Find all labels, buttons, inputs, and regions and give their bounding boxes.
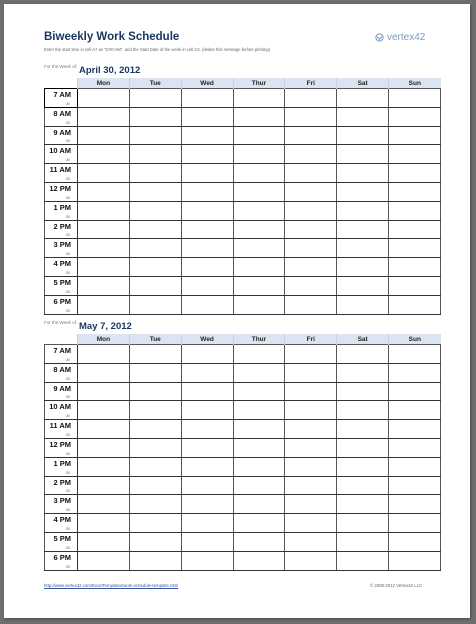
half-hour-label: :30 xyxy=(65,508,70,513)
schedule-cell[interactable] xyxy=(78,182,130,201)
schedule-cell[interactable] xyxy=(337,495,389,514)
hour-label: 2 PM xyxy=(53,477,71,487)
half-hour-label: :30 xyxy=(65,308,70,313)
schedule-cell[interactable] xyxy=(181,382,233,401)
schedule-cell[interactable] xyxy=(78,201,130,220)
time-cell[interactable] xyxy=(45,89,78,108)
schedule-cell[interactable] xyxy=(233,363,285,382)
hour-row xyxy=(45,276,441,295)
schedule-cell[interactable] xyxy=(233,107,285,126)
schedule-cell[interactable] xyxy=(337,220,389,239)
hour-label: 4 PM xyxy=(53,515,71,525)
schedule-cell[interactable] xyxy=(233,345,285,364)
schedule-cell[interactable] xyxy=(78,420,130,439)
schedule-cell[interactable] xyxy=(337,363,389,382)
schedule-cell[interactable] xyxy=(389,514,441,533)
schedule-cell[interactable] xyxy=(78,514,130,533)
hour-label: 7 AM xyxy=(53,346,71,355)
schedule-cell[interactable] xyxy=(129,126,181,145)
half-hour-label: :30 xyxy=(65,101,70,106)
hour-row xyxy=(45,457,441,476)
schedule-cell[interactable] xyxy=(285,495,337,514)
time-cell[interactable] xyxy=(45,401,78,420)
half-hour-label: :30 xyxy=(65,432,70,437)
day-header: Tue xyxy=(129,78,181,89)
time-cell[interactable] xyxy=(45,239,78,258)
schedule-grid-week-1 xyxy=(44,78,441,315)
schedule-cell[interactable] xyxy=(389,239,441,258)
schedule-cell[interactable] xyxy=(337,89,389,108)
schedule-cell[interactable] xyxy=(337,420,389,439)
time-cell[interactable] xyxy=(45,126,78,145)
schedule-cell[interactable] xyxy=(78,89,130,108)
hour-row xyxy=(45,126,441,145)
schedule-cell[interactable] xyxy=(285,532,337,551)
hour-row xyxy=(45,495,441,514)
hour-label: 7 AM xyxy=(53,90,71,99)
time-cell[interactable] xyxy=(45,145,78,164)
schedule-cell[interactable] xyxy=(78,476,130,495)
schedule-cell[interactable] xyxy=(181,239,233,258)
hour-label: 10 AM xyxy=(49,146,71,156)
schedule-cell[interactable] xyxy=(389,258,441,277)
schedule-cell[interactable] xyxy=(181,201,233,220)
hour-row xyxy=(45,295,441,314)
schedule-cell[interactable] xyxy=(389,295,441,314)
schedule-cell[interactable] xyxy=(389,401,441,420)
hour-row xyxy=(45,107,441,126)
half-hour-label: :30 xyxy=(65,233,70,238)
hour-label: 2 PM xyxy=(53,221,71,231)
schedule-cell[interactable] xyxy=(129,239,181,258)
schedule-cell[interactable] xyxy=(78,401,130,420)
schedule-cell[interactable] xyxy=(389,201,441,220)
schedule-cell[interactable] xyxy=(233,401,285,420)
half-hour-label: :30 xyxy=(65,564,70,569)
schedule-cell[interactable] xyxy=(181,495,233,514)
schedule-cell[interactable] xyxy=(389,551,441,570)
time-cell[interactable] xyxy=(45,258,78,277)
schedule-cell[interactable] xyxy=(233,476,285,495)
hour-row xyxy=(45,363,441,382)
schedule-cell[interactable] xyxy=(181,420,233,439)
hour-row xyxy=(45,145,441,164)
day-header: Wed xyxy=(181,78,233,89)
day-header: Sat xyxy=(337,334,389,345)
half-hour-label: :30 xyxy=(65,158,70,163)
schedule-cell[interactable] xyxy=(233,551,285,570)
schedule-cell[interactable] xyxy=(181,514,233,533)
schedule-cell[interactable] xyxy=(181,295,233,314)
schedule-cell[interactable] xyxy=(285,201,337,220)
schedule-cell[interactable] xyxy=(181,551,233,570)
half-hour-label: :30 xyxy=(65,414,70,419)
schedule-cell[interactable] xyxy=(337,401,389,420)
hour-label: 12 PM xyxy=(49,439,71,449)
schedule-cell[interactable] xyxy=(389,126,441,145)
schedule-cell[interactable] xyxy=(285,438,337,457)
schedule-cell[interactable] xyxy=(337,201,389,220)
schedule-cell[interactable] xyxy=(285,220,337,239)
schedule-cell[interactable] xyxy=(233,220,285,239)
schedule-cell[interactable] xyxy=(78,239,130,258)
day-header: Fri xyxy=(285,78,337,89)
schedule-cell[interactable] xyxy=(337,295,389,314)
schedule-cell[interactable] xyxy=(285,145,337,164)
schedule-cell[interactable] xyxy=(389,145,441,164)
hour-label: 3 PM xyxy=(53,496,71,506)
half-hour-label: :30 xyxy=(65,252,70,257)
schedule-cell[interactable] xyxy=(233,495,285,514)
schedule-cell[interactable] xyxy=(337,457,389,476)
schedule-cell[interactable] xyxy=(129,295,181,314)
schedule-cell[interactable] xyxy=(389,420,441,439)
schedule-cell[interactable] xyxy=(181,107,233,126)
schedule-cell[interactable] xyxy=(78,126,130,145)
schedule-cell[interactable] xyxy=(337,345,389,364)
hour-label: 9 AM xyxy=(53,383,71,393)
schedule-cell[interactable] xyxy=(285,164,337,183)
schedule-cell[interactable] xyxy=(285,363,337,382)
hour-row xyxy=(45,258,441,277)
copyright-text: © 2008-2012 Vertex42 LLC xyxy=(370,583,423,588)
schedule-cell[interactable] xyxy=(337,476,389,495)
schedule-cell[interactable] xyxy=(78,495,130,514)
half-hour-label: :30 xyxy=(65,289,70,294)
hour-label: 6 PM xyxy=(53,552,71,562)
schedule-cell[interactable] xyxy=(78,220,130,239)
week-date-1: April 30, 2012 xyxy=(79,65,141,76)
hour-row xyxy=(45,239,441,258)
schedule-cell[interactable] xyxy=(129,457,181,476)
schedule-cell[interactable] xyxy=(285,345,337,364)
hour-label: 11 AM xyxy=(49,165,71,175)
week-date-2: May 7, 2012 xyxy=(79,321,132,332)
page-title: Biweekly Work Schedule xyxy=(44,31,180,43)
schedule-cell[interactable] xyxy=(337,164,389,183)
schedule-cell[interactable] xyxy=(78,438,130,457)
day-header: Sun xyxy=(389,78,441,89)
week-label-2: For the Week of: xyxy=(44,320,78,325)
hour-row xyxy=(45,164,441,183)
time-column-header xyxy=(45,78,78,89)
schedule-cell[interactable] xyxy=(285,551,337,570)
day-header: Sun xyxy=(389,334,441,345)
schedule-cell[interactable] xyxy=(389,363,441,382)
schedule-cell[interactable] xyxy=(129,363,181,382)
schedule-cell[interactable] xyxy=(181,276,233,295)
schedule-cell[interactable] xyxy=(389,457,441,476)
schedule-cell[interactable] xyxy=(389,345,441,364)
schedule-cell[interactable] xyxy=(78,532,130,551)
schedule-cell[interactable] xyxy=(181,401,233,420)
schedule-cell[interactable] xyxy=(78,382,130,401)
time-cell[interactable] xyxy=(45,495,78,514)
schedule-cell[interactable] xyxy=(181,457,233,476)
time-column-header xyxy=(45,334,78,345)
half-hour-label: :30 xyxy=(65,395,70,400)
hour-label: 8 AM xyxy=(53,364,71,374)
vertex-logo-icon xyxy=(375,33,384,42)
hour-row xyxy=(45,182,441,201)
time-cell[interactable] xyxy=(45,514,78,533)
time-cell[interactable] xyxy=(45,363,78,382)
time-cell[interactable] xyxy=(45,295,78,314)
schedule-cell[interactable] xyxy=(129,145,181,164)
time-cell[interactable] xyxy=(45,201,78,220)
half-hour-label: :30 xyxy=(65,470,70,475)
week-label-1: For the Week of: xyxy=(44,64,78,69)
schedule-cell[interactable] xyxy=(337,551,389,570)
time-cell[interactable] xyxy=(45,382,78,401)
schedule-cell[interactable] xyxy=(233,514,285,533)
schedule-cell[interactable] xyxy=(181,345,233,364)
hour-row xyxy=(45,401,441,420)
schedule-cell[interactable] xyxy=(285,126,337,145)
hour-row xyxy=(45,476,441,495)
schedule-cell[interactable] xyxy=(129,401,181,420)
schedule-cell[interactable] xyxy=(78,258,130,277)
hour-row xyxy=(45,438,441,457)
hour-label: 3 PM xyxy=(53,240,71,250)
hour-row xyxy=(45,345,441,364)
schedule-cell[interactable] xyxy=(337,258,389,277)
hour-row xyxy=(45,89,441,108)
vertex42-logo xyxy=(375,32,425,43)
schedule-cell[interactable] xyxy=(233,276,285,295)
schedule-cell[interactable] xyxy=(389,532,441,551)
day-header: Tue xyxy=(129,334,181,345)
half-hour-label: :30 xyxy=(65,451,70,456)
schedule-cell[interactable] xyxy=(233,438,285,457)
hour-label: 10 AM xyxy=(49,402,71,412)
schedule-grid-week-2 xyxy=(44,334,441,571)
schedule-cell[interactable] xyxy=(337,107,389,126)
time-cell[interactable] xyxy=(45,107,78,126)
time-cell[interactable] xyxy=(45,420,78,439)
half-hour-label: :30 xyxy=(65,270,70,275)
hour-label: 1 PM xyxy=(53,458,71,468)
half-hour-label: :30 xyxy=(65,357,70,362)
schedule-cell[interactable] xyxy=(129,345,181,364)
hour-row xyxy=(45,201,441,220)
schedule-cell[interactable] xyxy=(389,164,441,183)
hour-label: 9 AM xyxy=(53,127,71,137)
hour-label: 4 PM xyxy=(53,259,71,269)
day-header: Sat xyxy=(337,78,389,89)
schedule-cell[interactable] xyxy=(78,295,130,314)
schedule-cell[interactable] xyxy=(285,239,337,258)
schedule-cell[interactable] xyxy=(129,276,181,295)
schedule-cell[interactable] xyxy=(129,495,181,514)
schedule-cell[interactable] xyxy=(78,345,130,364)
half-hour-label: :30 xyxy=(65,176,70,181)
schedule-cell[interactable] xyxy=(285,107,337,126)
schedule-cell[interactable] xyxy=(285,401,337,420)
schedule-cell[interactable] xyxy=(78,164,130,183)
schedule-cell[interactable] xyxy=(181,220,233,239)
day-header: Mon xyxy=(78,78,130,89)
schedule-cell[interactable] xyxy=(129,532,181,551)
schedule-cell[interactable] xyxy=(181,363,233,382)
half-hour-label: :30 xyxy=(65,195,70,200)
schedule-cell[interactable] xyxy=(181,258,233,277)
schedule-cell[interactable] xyxy=(233,382,285,401)
schedule-cell[interactable] xyxy=(233,532,285,551)
time-cell[interactable] xyxy=(45,164,78,183)
schedule-cell[interactable] xyxy=(129,164,181,183)
schedule-cell[interactable] xyxy=(129,107,181,126)
hour-row xyxy=(45,551,441,570)
schedule-cell[interactable] xyxy=(285,295,337,314)
schedule-cell[interactable] xyxy=(78,145,130,164)
schedule-cell[interactable] xyxy=(181,532,233,551)
schedule-cell[interactable] xyxy=(285,182,337,201)
schedule-cell[interactable] xyxy=(285,382,337,401)
schedule-cell[interactable] xyxy=(129,420,181,439)
half-hour-label: :30 xyxy=(65,545,70,550)
half-hour-label: :30 xyxy=(65,526,70,531)
schedule-cell[interactable] xyxy=(233,145,285,164)
schedule-cell[interactable] xyxy=(181,164,233,183)
schedule-cell[interactable] xyxy=(389,382,441,401)
schedule-cell[interactable] xyxy=(78,363,130,382)
schedule-cell[interactable] xyxy=(337,532,389,551)
schedule-cell[interactable] xyxy=(181,182,233,201)
schedule-cell[interactable] xyxy=(285,476,337,495)
schedule-cell[interactable] xyxy=(129,220,181,239)
schedule-cell[interactable] xyxy=(285,89,337,108)
schedule-cell[interactable] xyxy=(389,438,441,457)
half-hour-label: :30 xyxy=(65,139,70,144)
time-cell[interactable] xyxy=(45,182,78,201)
hour-label: 8 AM xyxy=(53,108,71,118)
hour-row xyxy=(45,420,441,439)
day-header: Thur xyxy=(233,334,285,345)
schedule-cell[interactable] xyxy=(233,457,285,476)
schedule-cell[interactable] xyxy=(78,457,130,476)
schedule-cell[interactable] xyxy=(389,107,441,126)
hour-row xyxy=(45,382,441,401)
time-cell[interactable] xyxy=(45,532,78,551)
schedule-cell[interactable] xyxy=(129,89,181,108)
schedule-cell[interactable] xyxy=(233,239,285,258)
day-header: Mon xyxy=(78,334,130,345)
schedule-cell[interactable] xyxy=(285,258,337,277)
hour-label: 11 AM xyxy=(49,421,71,431)
schedule-cell[interactable] xyxy=(233,420,285,439)
instruction-text: Enter the start time in cell A7 as "8:00 AM", and the Start Date of the week in cell C5. (delete this message before printing) xyxy=(44,47,270,52)
half-hour-label: :30 xyxy=(65,489,70,494)
day-header: Wed xyxy=(181,334,233,345)
hour-row xyxy=(45,220,441,239)
schedule-cell[interactable] xyxy=(285,514,337,533)
hour-row xyxy=(45,514,441,533)
schedule-cell[interactable] xyxy=(181,145,233,164)
schedule-cell[interactable] xyxy=(129,514,181,533)
schedule-cell[interactable] xyxy=(78,551,130,570)
schedule-cell[interactable] xyxy=(181,438,233,457)
schedule-cell[interactable] xyxy=(78,276,130,295)
schedule-cell[interactable] xyxy=(129,438,181,457)
time-cell[interactable] xyxy=(45,457,78,476)
logo-text: vertex42 xyxy=(387,32,426,43)
schedule-cell[interactable] xyxy=(181,89,233,108)
schedule-cell[interactable] xyxy=(181,126,233,145)
schedule-cell[interactable] xyxy=(129,476,181,495)
hour-label: 5 PM xyxy=(53,533,71,543)
schedule-cell[interactable] xyxy=(337,382,389,401)
schedule-cell[interactable] xyxy=(129,382,181,401)
schedule-cell[interactable] xyxy=(337,182,389,201)
day-header: Thur xyxy=(233,78,285,89)
schedule-cell[interactable] xyxy=(129,201,181,220)
hour-label: 12 PM xyxy=(49,183,71,193)
hour-row xyxy=(45,532,441,551)
time-cell[interactable] xyxy=(45,438,78,457)
schedule-cell[interactable] xyxy=(389,182,441,201)
schedule-cell[interactable] xyxy=(129,258,181,277)
schedule-cell[interactable] xyxy=(389,495,441,514)
schedule-cell[interactable] xyxy=(337,276,389,295)
schedule-cell[interactable] xyxy=(233,164,285,183)
schedule-cell[interactable] xyxy=(233,182,285,201)
hour-label: 6 PM xyxy=(53,296,71,306)
schedule-cell[interactable] xyxy=(181,476,233,495)
schedule-cell[interactable] xyxy=(285,457,337,476)
schedule-cell[interactable] xyxy=(285,420,337,439)
hour-label: 5 PM xyxy=(53,277,71,287)
half-hour-label: :30 xyxy=(65,214,70,219)
half-hour-label: :30 xyxy=(65,120,70,125)
footer-link[interactable]: http://www.vertex42.com/ExcelTemplates/work-schedule-template.html xyxy=(44,583,179,588)
schedule-cell[interactable] xyxy=(233,201,285,220)
schedule-cell[interactable] xyxy=(233,126,285,145)
schedule-cell[interactable] xyxy=(337,145,389,164)
hour-label: 1 PM xyxy=(53,202,71,212)
schedule-cell[interactable] xyxy=(78,107,130,126)
schedule-cell[interactable] xyxy=(233,258,285,277)
half-hour-label: :30 xyxy=(65,376,70,381)
schedule-cell[interactable] xyxy=(233,89,285,108)
schedule-cell[interactable] xyxy=(129,551,181,570)
schedule-cell[interactable] xyxy=(337,126,389,145)
time-cell[interactable] xyxy=(45,345,78,364)
time-cell[interactable] xyxy=(45,476,78,495)
schedule-cell[interactable] xyxy=(389,220,441,239)
time-cell[interactable] xyxy=(45,220,78,239)
schedule-cell[interactable] xyxy=(337,438,389,457)
schedule-page xyxy=(4,4,470,618)
day-header: Fri xyxy=(285,334,337,345)
schedule-cell[interactable] xyxy=(337,514,389,533)
schedule-cell[interactable] xyxy=(389,476,441,495)
time-cell[interactable] xyxy=(45,551,78,570)
schedule-cell[interactable] xyxy=(233,295,285,314)
schedule-cell[interactable] xyxy=(129,182,181,201)
schedule-cell[interactable] xyxy=(285,276,337,295)
schedule-cell[interactable] xyxy=(389,276,441,295)
time-cell[interactable] xyxy=(45,276,78,295)
schedule-cell[interactable] xyxy=(337,239,389,258)
schedule-cell[interactable] xyxy=(389,89,441,108)
